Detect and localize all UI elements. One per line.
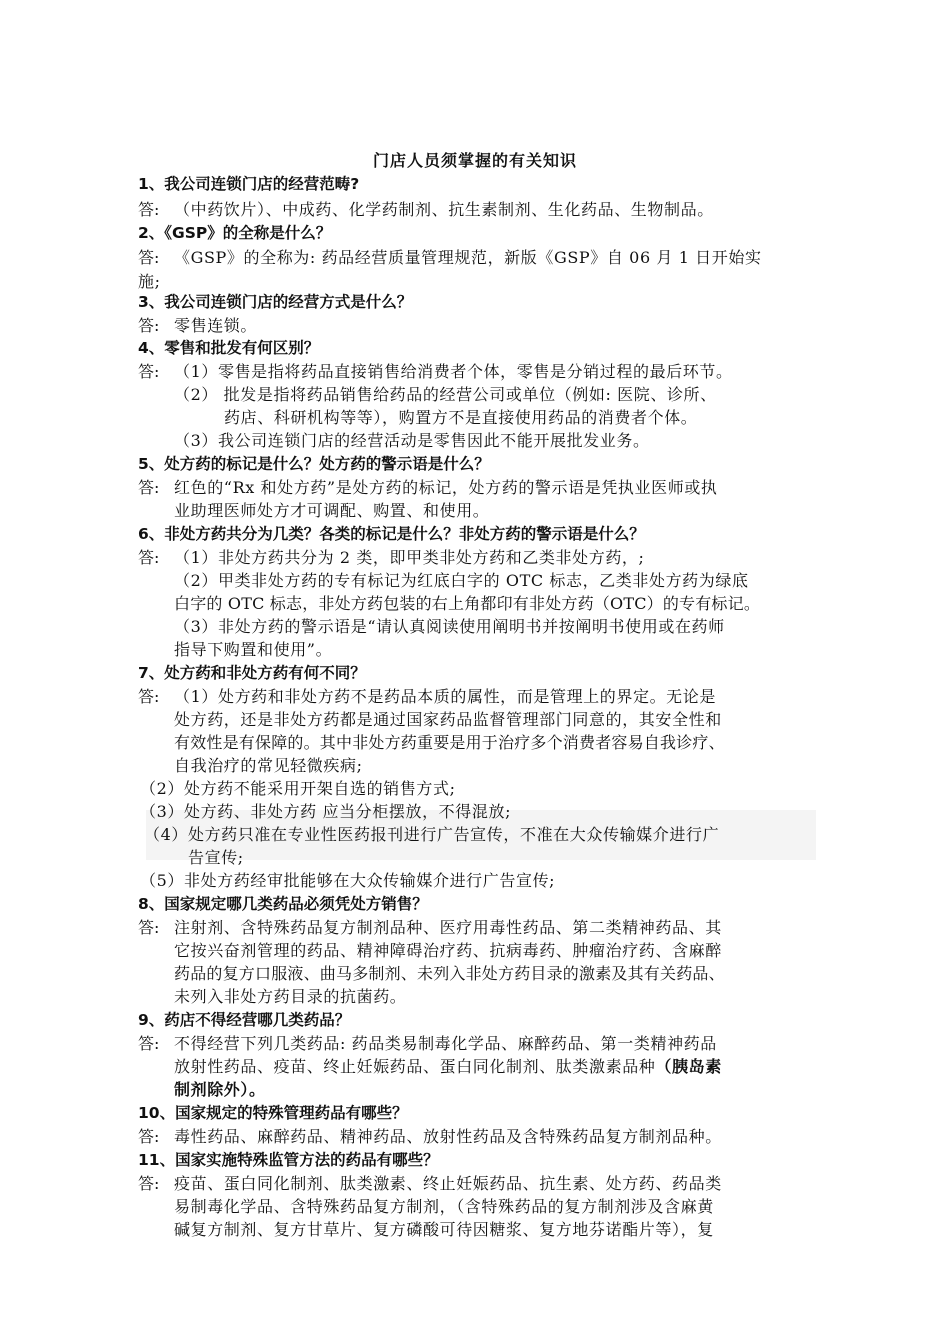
answer-label: 答: — [138, 362, 160, 381]
answer-label: 答: — [138, 200, 160, 219]
question-6: 6、非处方药共分为几类？各类的标记是什么？非处方药的警示语是什么？ — [138, 525, 645, 543]
answer-7-line-7: （4）处方药只准在专业性医药报刊进行广告宣传，不准在大众传输媒介进行广 — [144, 825, 720, 844]
answer-label: 答: — [138, 1127, 160, 1146]
answer-4-line-1: （1）零售是指将药品直接销售给消费者个体，零售是分销过程的最后环节。 — [174, 362, 733, 381]
question-7: 7、处方药和非处方药有何不同？ — [138, 664, 366, 682]
answer-label: 答: — [138, 478, 160, 497]
answer-label: 答: — [138, 248, 160, 267]
answer-9-line-2 — [174, 1055, 722, 1079]
answer-2-line-1: 《GSP》的全称为: 药品经营质量管理规范，新版《GSP》自 06 月 1 日开始实 — [174, 248, 762, 267]
answer-7-line-3: 有效性是有保障的。其中非处方药重要是用于治疗多个消费者容易自我诊疗、 — [174, 733, 725, 752]
question-1: 1、我公司连锁门店的经营范畴? — [138, 175, 360, 193]
answer-11-line-1: 疫苗、蛋白同化制剂、肽类激素、终止妊娠药品、抗生素、处方药、药品类 — [174, 1174, 722, 1193]
answer-7-line-8: 告宣传; — [188, 848, 244, 867]
answer-11-line-3: 碱复方制剂、复方甘草片、复方磷酸可待因糖浆、复方地芬诺酯片等），复 — [174, 1220, 714, 1239]
answer-label: 答: — [138, 316, 160, 335]
answer-label: 答: — [138, 1174, 160, 1193]
answer-3-line-1: 零售连锁。 — [174, 316, 258, 335]
question-5: 5、处方药的标记是什么？处方药的警示语是什么？ — [138, 455, 490, 473]
answer-7-line-9: （5）非处方药经审批能够在大众传输媒介进行广告宣传; — [140, 871, 556, 890]
answer-8-line-3: 药品的复方口服液、曲马多制剂、未列入非处方药目录的激素及其有关药品、 — [174, 964, 725, 983]
answer-11-line-2: 易制毒化学品、含特殊药品复方制剂，（含特殊药品的复方制剂涉及含麻黄 — [174, 1197, 714, 1216]
answer-10-line-1: 毒性药品、麻醉药品、精神药品、放射性药品及含特殊药品复方制剂品种。 — [174, 1127, 722, 1146]
answer-8-line-2: 它按兴奋剂管理的药品、精神障碍治疗药、抗病毒药、肿瘤治疗药、含麻醉 — [174, 941, 722, 960]
question-3: 3、我公司连锁门店的经营方式是什么？ — [138, 293, 413, 311]
answer-7-line-6: （3）处方药、非处方药 应当分柜摆放，不得混放; — [140, 802, 512, 821]
answer-6-line-5: 指导下购置和使用”。 — [174, 640, 333, 659]
answer-9-line-3: 制剂除外）。 — [174, 1080, 266, 1099]
answer-6-line-2: （2）甲类非处方药的专有标记为红底白字的 OTC 标志，乙类非处方药为绿底 — [174, 571, 749, 590]
answer-6-line-1: （1）非处方药共分为 2 类，即甲类非处方药和乙类非处方药，; — [174, 548, 645, 567]
answer-4-line-2: （2） 批发是指将药品销售给药品的经营公司或单位（例如: 医院、诊所、 — [174, 385, 717, 404]
answer-7-line-4: 自我治疗的常见轻微疾病; — [174, 756, 363, 775]
answer-8-line-1: 注射剂、含特殊药品复方制剂品种、医疗用毒性药品、第二类精神药品、其 — [174, 918, 722, 937]
answer-7-line-2: 处方药，还是非处方药都是通过国家药品监督管理部门同意的，其安全性和 — [174, 710, 722, 729]
answer-4-line-3: 药店、科研机构等等），购置方不是直接使用药品的消费者个体。 — [224, 408, 698, 427]
answer-label: 答: — [138, 687, 160, 706]
question-9: 9、药店不得经营哪几类药品？ — [138, 1011, 351, 1029]
insulin-exception: （胰岛素 — [655, 1057, 722, 1076]
answer-label: 答: — [138, 918, 160, 937]
answer-5-line-1: 红色的“Rx 和处方药”是处方药的标记，处方药的警示语是凭执业医师或执 — [174, 478, 718, 497]
answer-5-line-2: 业助理医师处方才可调配、购置、和使用。 — [174, 501, 490, 520]
document-title: 门店人员须掌握的有关知识 — [372, 151, 577, 170]
answer-6-line-3: 白字的 OTC 标志，非处方药包装的右上角都印有非处方药（OTC）的专有标记。 — [174, 594, 761, 613]
answer-9-line-2-text: 放射性药品、疫苗、终止妊娠药品、蛋白同化制剂、肽类激素品种 — [174, 1057, 656, 1076]
answer-label: 答: — [138, 548, 160, 567]
question-8: 8、国家规定哪几类药品必须凭处方销售？ — [138, 895, 428, 913]
answer-4-line-4: （3）我公司连锁门店的经营活动是零售因此不能开展批发业务。 — [174, 431, 650, 450]
answer-7-line-1: （1）处方药和非处方药不是药品本质的属性，而是管理上的界定。无论是 — [174, 687, 716, 706]
answer-8-line-4: 未列入非处方药目录的抗菌药。 — [174, 987, 407, 1006]
question-2: 2、《GSP》的全称是什么？ — [138, 224, 332, 242]
answer-2-line-2: 施; — [138, 272, 161, 291]
answer-6-line-4: （3）非处方药的警示语是“请认真阅读使用阐明书并按阐明书使用或在药师 — [174, 617, 725, 636]
question-10: 10、国家规定的特殊管理药品有哪些？ — [138, 1104, 408, 1122]
answer-1-line-1: （中药饮片）、中成药、化学药制剂、抗生素制剂、生化药品、生物制品。 — [174, 200, 714, 219]
answer-9-line-1: 不得经营下列几类药品: 药品类易制毒化学品、麻醉药品、第一类精神药品 — [174, 1034, 717, 1053]
answer-7-line-5: （2）处方药不能采用开架自选的销售方式; — [140, 779, 456, 798]
answer-label: 答: — [138, 1034, 160, 1053]
question-4: 4、零售和批发有何区别？ — [138, 339, 320, 357]
question-11: 11、国家实施特殊监管方法的药品有哪些？ — [138, 1151, 439, 1169]
